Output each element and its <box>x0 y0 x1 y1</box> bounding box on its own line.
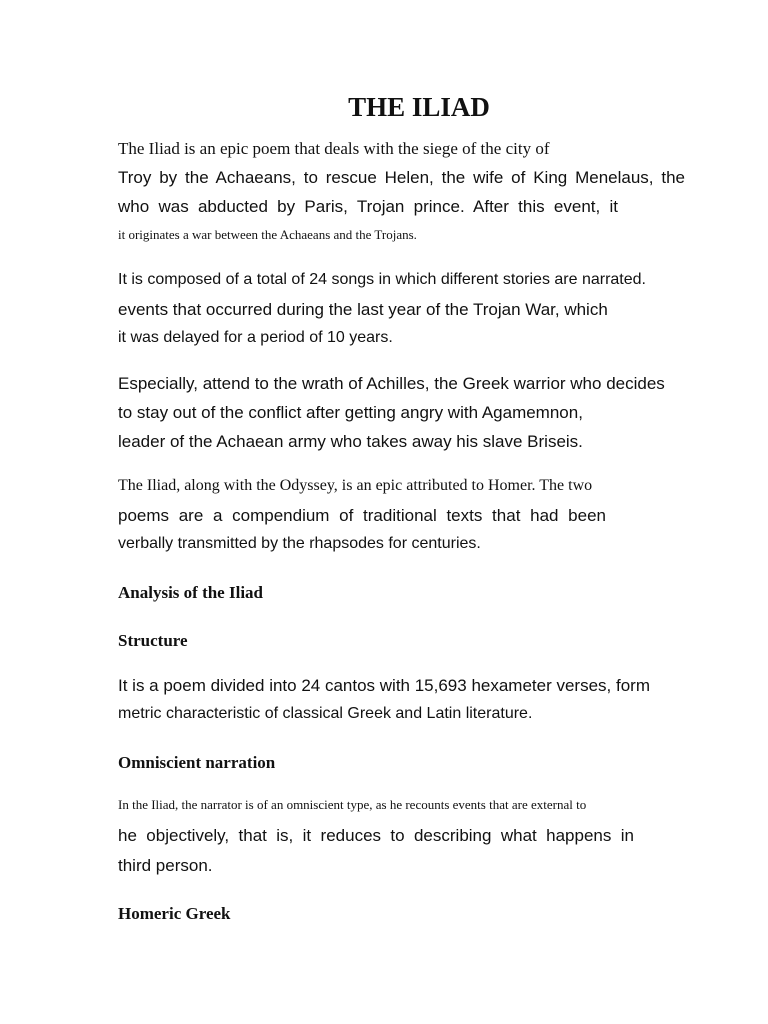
document-title: THE ILIAD <box>348 92 490 122</box>
paragraph-3-line-3: leader of the Achaean army who takes away his slave Briseis. <box>118 432 583 451</box>
paragraph-6-line-3: third person. <box>118 856 213 875</box>
paragraph-1-line-3: who was abducted by Paris, Trojan prince. After this event, it <box>118 197 618 216</box>
paragraph-3-line-2: to stay out of the conflict after getting angry with Agamemnon, <box>118 403 583 422</box>
paragraph-5-line-1: It is a poem divided into 24 cantos with 15,693 hexameter verses, form <box>118 676 650 695</box>
heading-homeric-greek: Homeric Greek <box>118 904 231 923</box>
paragraph-1-line-4: it originates a war between the Achaeans and the Trojans. <box>118 227 417 242</box>
paragraph-1-line-2: Troy by the Achaeans, to rescue Helen, the wife of King Menelaus, the <box>118 168 685 187</box>
paragraph-6-line-2: he objectively, that is, it reduces to describing what happens in <box>118 826 634 845</box>
paragraph-5-line-2: metric characteristic of classical Greek and Latin literature. <box>118 705 533 722</box>
paragraph-2-line-3: it was delayed for a period of 10 years. <box>118 329 393 346</box>
heading-omniscient-narration: Omniscient narration <box>118 753 276 772</box>
paragraph-1-line-1: The Iliad is an epic poem that deals with the siege of the city of <box>118 139 550 158</box>
paragraph-4-line-1: The Iliad, along with the Odyssey, is an epic attributed to Homer. The two <box>118 477 593 494</box>
paragraph-4-line-3: verbally transmitted by the rhapsodes for centuries. <box>118 535 481 552</box>
paragraph-6-line-1: In the Iliad, the narrator is of an omniscient type, as he recounts events that are external to <box>118 797 587 812</box>
paragraph-2-line-2: events that occurred during the last year of the Trojan War, which <box>118 300 608 319</box>
paragraph-4-line-2: poems are a compendium of traditional texts that had been <box>118 506 606 525</box>
paragraph-2-line-1: It is composed of a total of 24 songs in which different stories are narrated. <box>118 271 646 288</box>
heading-structure: Structure <box>118 631 188 650</box>
paragraph-3-line-1: Especially, attend to the wrath of Achilles, the Greek warrior who decides <box>118 374 665 393</box>
heading-analysis: Analysis of the Iliad <box>118 583 263 602</box>
